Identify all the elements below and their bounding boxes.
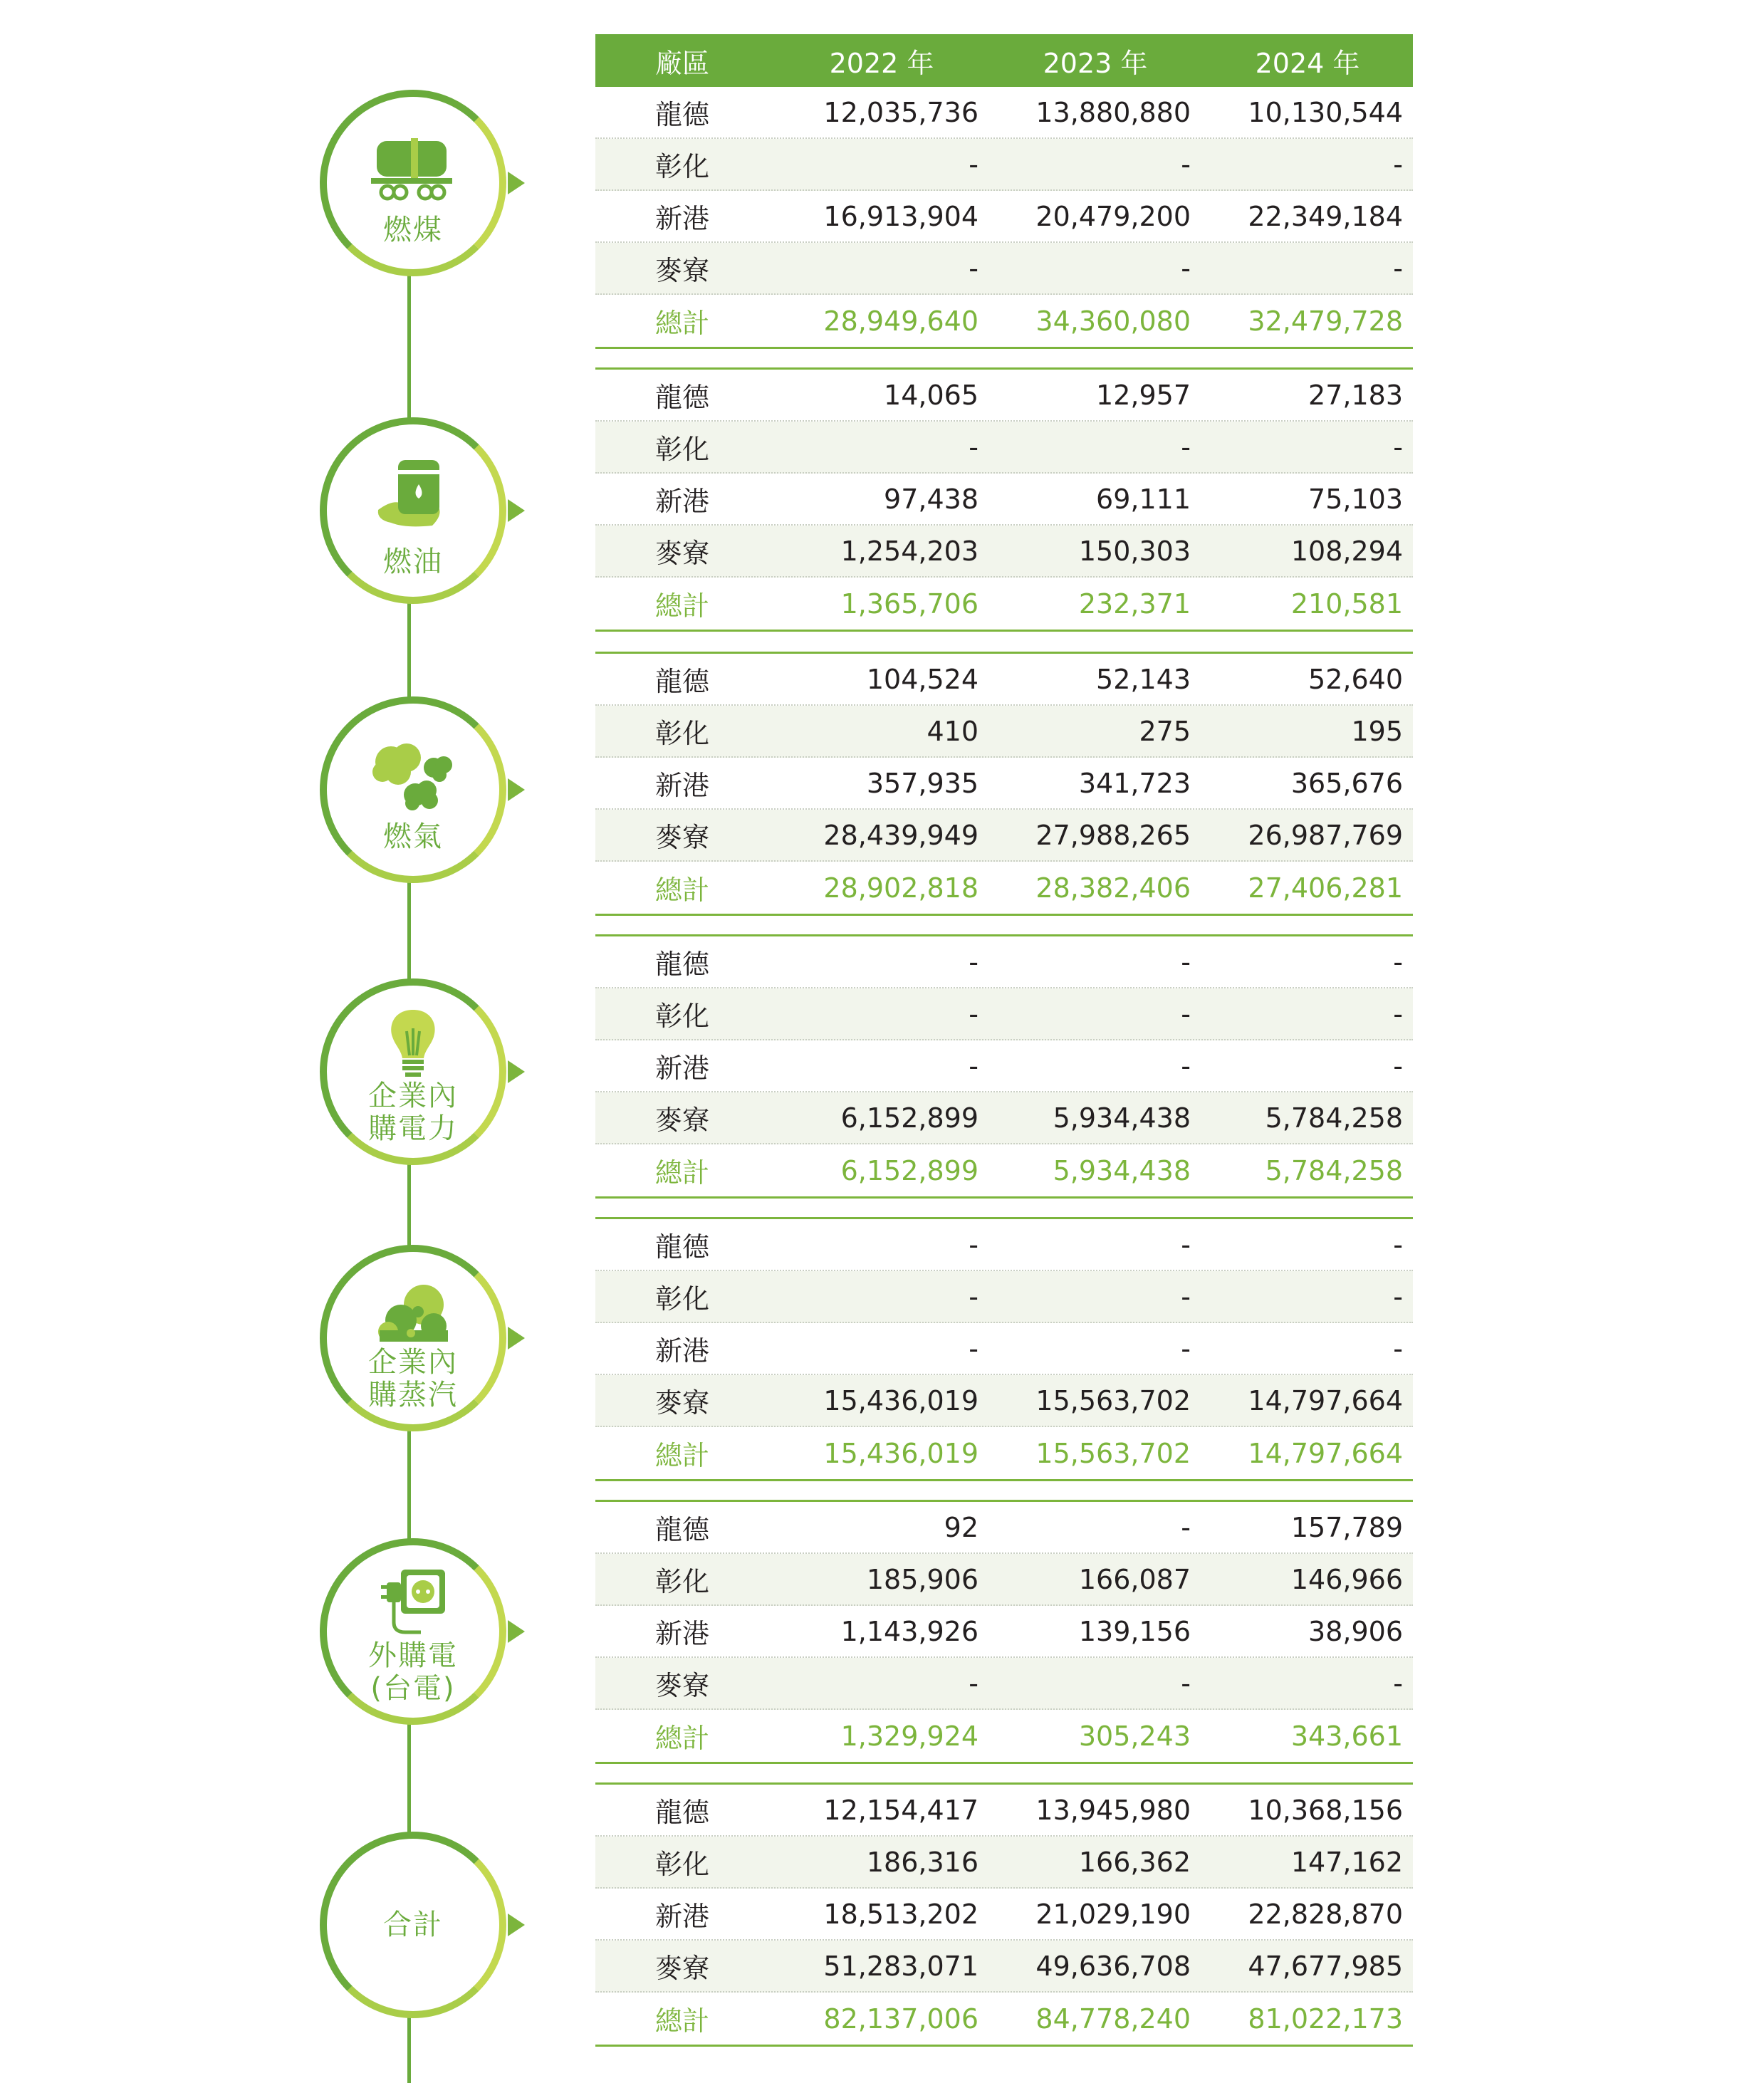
site-cell: 新港 [655, 1335, 710, 1367]
value-cell-2022: 1,365,706 [840, 588, 978, 620]
value-cell-2023: 5,934,438 [1053, 1154, 1191, 1186]
table-header [595, 34, 1413, 87]
category-label: 燃油 [383, 545, 443, 578]
value-cell-2024: - [1393, 148, 1403, 180]
table-row [595, 422, 1413, 474]
value-cell-2024: 195 [1351, 715, 1403, 747]
value-cell-2023: 139,156 [1078, 1615, 1191, 1647]
value-cell-2023: 84,778,240 [1035, 2003, 1191, 2035]
value-cell-2024: - [1393, 252, 1403, 284]
value-cell-2022: 15,436,019 [823, 1384, 978, 1416]
table-group [595, 370, 1413, 632]
table-row [595, 87, 1413, 139]
value-cell-2024: 32,479,728 [1248, 305, 1403, 337]
value-cell-2022: 97,438 [884, 483, 978, 515]
value-cell-2024: 27,406,281 [1248, 872, 1403, 904]
energy-table [595, 34, 1413, 2047]
category-node-purchased-power [320, 1538, 506, 1725]
site-cell: 龍德 [655, 382, 710, 413]
table-row [595, 936, 1413, 988]
arrow-icon [508, 499, 525, 522]
site-cell: 麥寮 [655, 822, 710, 853]
value-cell-2023: - [1181, 998, 1191, 1030]
value-cell-2024: 14,797,664 [1248, 1437, 1403, 1469]
category-label: 購電力 [368, 1112, 458, 1145]
table-row [595, 1606, 1413, 1658]
value-cell-2024: 146,966 [1290, 1563, 1403, 1595]
power-plug-icon [327, 1567, 499, 1645]
site-cell: 彰化 [655, 1283, 710, 1315]
category-label: 企業內 [368, 1346, 458, 1379]
total-row [595, 1993, 1413, 2045]
value-cell-2022: 51,283,071 [823, 1950, 978, 1982]
value-cell-2023: - [1181, 1667, 1191, 1699]
table-body [595, 87, 1413, 2047]
category-label: 購蒸汽 [368, 1379, 458, 1411]
value-cell-2024: - [1393, 1280, 1403, 1312]
category-label: 合計 [383, 1909, 443, 1941]
value-cell-2022: - [969, 431, 978, 463]
table-row [595, 1658, 1413, 1710]
value-cell-2023: 15,563,702 [1035, 1384, 1191, 1416]
value-cell-2024: 10,130,544 [1248, 96, 1403, 128]
table-row [595, 1323, 1413, 1375]
category-node-total [320, 1832, 506, 2018]
site-cell: 麥寮 [655, 538, 710, 569]
site-cell: 總計 [655, 590, 710, 622]
header-year-2023: 2023 年 [1043, 47, 1148, 79]
value-cell-2022: 185,906 [866, 1563, 978, 1595]
value-cell-2022: - [969, 1332, 978, 1364]
value-cell-2022: 14,065 [884, 379, 978, 411]
total-row [595, 862, 1413, 914]
value-cell-2022: 12,154,417 [823, 1794, 978, 1826]
site-cell: 彰化 [655, 151, 710, 182]
table-row [595, 191, 1413, 243]
value-cell-2023: 275 [1139, 715, 1191, 747]
value-cell-2022: 28,949,640 [823, 305, 978, 337]
value-cell-2022: 186,316 [866, 1846, 978, 1878]
total-row [595, 1710, 1413, 1762]
value-cell-2023: 341,723 [1078, 767, 1191, 799]
category-node-coal [320, 90, 506, 276]
category-label: 企業內 [368, 1080, 458, 1112]
value-cell-2022: - [969, 946, 978, 978]
value-cell-2022: - [969, 998, 978, 1030]
arrow-icon [508, 1620, 525, 1643]
value-cell-2024: 108,294 [1290, 535, 1403, 567]
value-cell-2022: - [969, 252, 978, 284]
value-cell-2023: - [1181, 252, 1191, 284]
group-separator [595, 1764, 1413, 1782]
value-cell-2022: 12,035,736 [823, 96, 978, 128]
table-row [595, 706, 1413, 758]
value-cell-2022: 6,152,899 [840, 1102, 978, 1134]
value-cell-2023: - [1181, 1050, 1191, 1082]
table-group [595, 1785, 1413, 2047]
value-cell-2022: 18,513,202 [823, 1898, 978, 1930]
value-cell-2024: - [1393, 1050, 1403, 1082]
category-label: 外購電 [368, 1639, 458, 1672]
table-row [595, 1092, 1413, 1144]
value-cell-2023: - [1181, 1228, 1191, 1260]
value-cell-2024: 210,581 [1290, 588, 1403, 620]
value-cell-2023: 13,945,980 [1035, 1794, 1191, 1826]
value-cell-2023: 28,382,406 [1035, 872, 1191, 904]
value-cell-2024: - [1393, 1667, 1403, 1699]
value-cell-2022: 410 [927, 715, 978, 747]
site-cell: 彰化 [655, 1566, 710, 1597]
group-separator [595, 916, 1413, 934]
table-group [595, 936, 1413, 1199]
value-cell-2024: 147,162 [1290, 1846, 1403, 1878]
site-cell: 龍德 [655, 99, 710, 130]
site-cell: 麥寮 [655, 1387, 710, 1419]
site-cell: 彰化 [655, 1849, 710, 1880]
value-cell-2023: 232,371 [1078, 588, 1191, 620]
value-cell-2022: 1,329,924 [840, 1720, 978, 1752]
value-cell-2022: 92 [944, 1511, 978, 1543]
value-cell-2024: - [1393, 1332, 1403, 1364]
category-node-steam [320, 1245, 506, 1431]
light-bulb-icon [327, 1003, 499, 1081]
value-cell-2024: 47,677,985 [1248, 1950, 1403, 1982]
value-cell-2024: 81,022,173 [1248, 2003, 1403, 2035]
value-cell-2022: 16,913,904 [823, 200, 978, 232]
oil-barrel-icon [327, 454, 499, 533]
value-cell-2024: 22,349,184 [1248, 200, 1403, 232]
table-row [595, 243, 1413, 295]
site-cell: 龍德 [655, 1231, 710, 1263]
table-row [595, 1219, 1413, 1271]
value-cell-2023: 15,563,702 [1035, 1437, 1191, 1469]
value-cell-2023: 12,957 [1096, 379, 1191, 411]
site-cell: 總計 [655, 1157, 710, 1189]
site-cell: 新港 [655, 1901, 710, 1932]
header-year-2024: 2024 年 [1255, 47, 1360, 79]
arrow-icon [508, 172, 525, 194]
steam-cloud-icon [327, 1273, 499, 1352]
table-row [595, 1785, 1413, 1837]
value-cell-2024: - [1393, 431, 1403, 463]
gas-cloud-icon [327, 734, 499, 812]
group-separator [595, 349, 1413, 367]
table-row [595, 1271, 1413, 1323]
value-cell-2024: 10,368,156 [1248, 1794, 1403, 1826]
value-cell-2023: - [1181, 1511, 1191, 1543]
table-row [595, 1375, 1413, 1427]
table-group [595, 87, 1413, 349]
value-cell-2024: 5,784,258 [1265, 1102, 1403, 1134]
value-cell-2022: 6,152,899 [840, 1154, 978, 1186]
table-row [595, 1889, 1413, 1941]
value-cell-2023: 21,029,190 [1035, 1898, 1191, 1930]
coal-wagon-icon [327, 127, 499, 205]
value-cell-2023: - [1181, 1280, 1191, 1312]
table-group [595, 654, 1413, 916]
value-cell-2023: 34,360,080 [1035, 305, 1191, 337]
value-cell-2024: - [1393, 1228, 1403, 1260]
site-cell: 彰化 [655, 718, 710, 749]
site-cell: 總計 [655, 308, 710, 339]
value-cell-2023: 5,934,438 [1053, 1102, 1191, 1134]
value-cell-2022: 357,935 [866, 767, 978, 799]
total-row [595, 1427, 1413, 1479]
arrow-icon [508, 1914, 525, 1936]
category-label: 燃氣 [383, 820, 443, 853]
category-label: 燃煤 [383, 214, 443, 246]
value-cell-2023: 166,362 [1078, 1846, 1191, 1878]
table-row [595, 758, 1413, 810]
category-label: (台電) [370, 1672, 456, 1705]
value-cell-2024: 22,828,870 [1248, 1898, 1403, 1930]
value-cell-2023: 49,636,708 [1035, 1950, 1191, 1982]
group-separator [595, 1199, 1413, 1217]
value-cell-2024: 365,676 [1290, 767, 1403, 799]
site-cell: 總計 [655, 1440, 710, 1471]
value-cell-2023: 166,087 [1078, 1563, 1191, 1595]
site-cell: 新港 [655, 1618, 710, 1649]
table-group [595, 1219, 1413, 1481]
value-cell-2024: 343,661 [1290, 1720, 1403, 1752]
arrow-icon [508, 1060, 525, 1083]
category-node-gas [320, 696, 506, 883]
value-cell-2022: 1,254,203 [840, 535, 978, 567]
value-cell-2023: 69,111 [1096, 483, 1191, 515]
header-year-2022: 2022 年 [829, 47, 934, 79]
value-cell-2023: 27,988,265 [1035, 819, 1191, 851]
value-cell-2022: - [969, 1667, 978, 1699]
table-row [595, 988, 1413, 1040]
site-cell: 彰化 [655, 1001, 710, 1032]
value-cell-2023: 150,303 [1078, 535, 1191, 567]
value-cell-2022: 104,524 [866, 663, 978, 695]
total-row [595, 295, 1413, 347]
value-cell-2023: - [1181, 431, 1191, 463]
table-row [595, 1554, 1413, 1606]
site-cell: 新港 [655, 203, 710, 234]
table-row [595, 1502, 1413, 1554]
site-cell: 新港 [655, 1053, 710, 1084]
site-cell: 麥寮 [655, 1670, 710, 1701]
table-row [595, 1837, 1413, 1889]
site-cell: 龍德 [655, 1797, 710, 1828]
total-row [595, 578, 1413, 630]
table-row [595, 139, 1413, 191]
category-node-electricity [320, 978, 506, 1165]
value-cell-2024: 27,183 [1308, 379, 1403, 411]
arrow-icon [508, 778, 525, 801]
value-cell-2024: - [1393, 946, 1403, 978]
total-row [595, 1144, 1413, 1196]
site-cell: 總計 [655, 875, 710, 906]
value-cell-2023: - [1181, 1332, 1191, 1364]
value-cell-2022: 28,902,818 [823, 872, 978, 904]
site-cell: 龍德 [655, 1514, 710, 1545]
site-cell: 總計 [655, 2005, 710, 2037]
group-separator [595, 1481, 1413, 1500]
arrow-icon [508, 1327, 525, 1349]
value-cell-2022: 28,439,949 [823, 819, 978, 851]
value-cell-2024: 26,987,769 [1248, 819, 1403, 851]
site-cell: 麥寮 [655, 1105, 710, 1136]
value-cell-2024: 52,640 [1308, 663, 1403, 695]
site-cell: 麥寮 [655, 255, 710, 286]
table-row [595, 654, 1413, 706]
header-site: 廠區 [655, 47, 710, 79]
site-cell: 彰化 [655, 434, 710, 465]
value-cell-2023: - [1181, 148, 1191, 180]
value-cell-2022: - [969, 1228, 978, 1260]
value-cell-2022: 1,143,926 [840, 1615, 978, 1647]
value-cell-2022: - [969, 148, 978, 180]
value-cell-2022: - [969, 1050, 978, 1082]
value-cell-2022: 82,137,006 [823, 2003, 978, 2035]
value-cell-2024: 38,906 [1308, 1615, 1403, 1647]
value-cell-2023: 305,243 [1078, 1720, 1191, 1752]
value-cell-2023: 52,143 [1096, 663, 1191, 695]
value-cell-2022: - [969, 1280, 978, 1312]
table-row [595, 810, 1413, 862]
value-cell-2023: - [1181, 946, 1191, 978]
category-node-oil [320, 417, 506, 604]
site-cell: 新港 [655, 486, 710, 517]
table-row [595, 526, 1413, 578]
site-cell: 總計 [655, 1723, 710, 1754]
value-cell-2024: 75,103 [1308, 483, 1403, 515]
group-separator [595, 632, 1413, 652]
value-cell-2024: - [1393, 998, 1403, 1030]
table-group [595, 1502, 1413, 1764]
value-cell-2024: 157,789 [1290, 1511, 1403, 1543]
value-cell-2023: 20,479,200 [1035, 200, 1191, 232]
value-cell-2022: 15,436,019 [823, 1437, 978, 1469]
value-cell-2023: 13,880,880 [1035, 96, 1191, 128]
table-row [595, 474, 1413, 526]
site-cell: 麥寮 [655, 1953, 710, 1984]
value-cell-2024: 14,797,664 [1248, 1384, 1403, 1416]
table-row [595, 370, 1413, 422]
table-row [595, 1040, 1413, 1092]
value-cell-2024: 5,784,258 [1265, 1154, 1403, 1186]
site-cell: 龍德 [655, 949, 710, 980]
site-cell: 新港 [655, 770, 710, 801]
table-row [595, 1941, 1413, 1993]
site-cell: 龍德 [655, 666, 710, 697]
